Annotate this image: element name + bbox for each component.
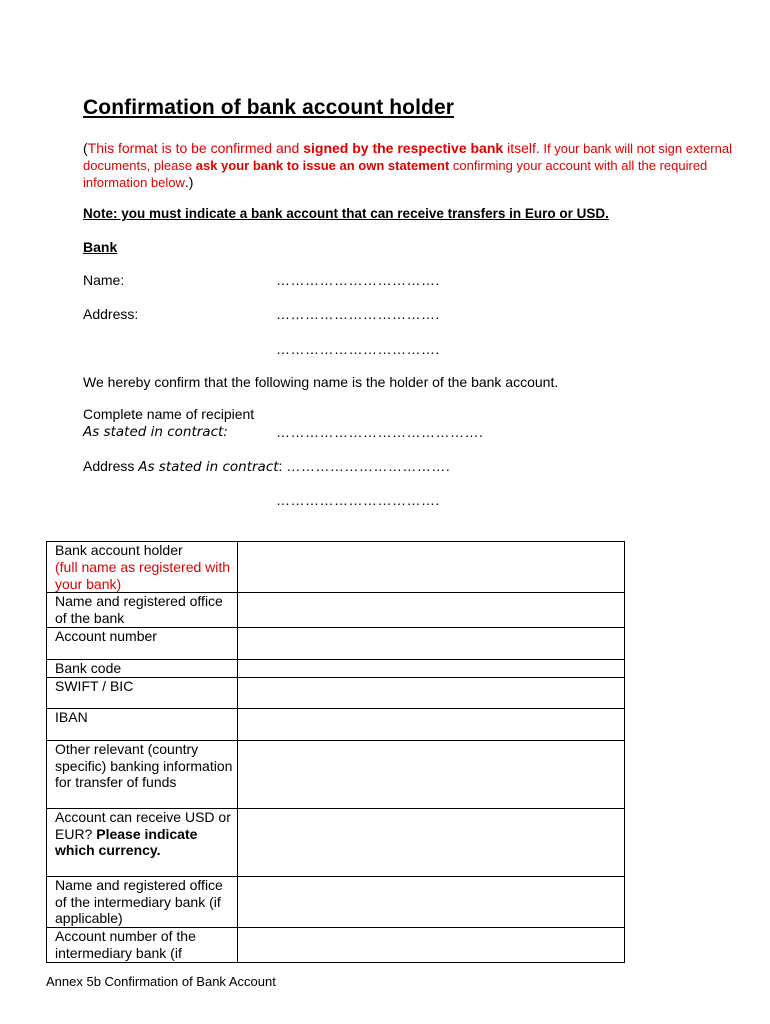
account-number-value[interactable] [238, 627, 625, 659]
account-holder-label: Bank account holder [55, 542, 183, 558]
row-label-other-info: Other relevant (country specific) banking information for transfer of funds [47, 740, 238, 808]
recipient-address-field-1[interactable]: ……………………………. [286, 458, 451, 474]
recipient-address-label [83, 458, 450, 476]
table-row [47, 740, 625, 808]
row-label-intermediary-bank: Name and registered office of the intermediary bank (if applicable) [47, 876, 238, 927]
bank-address-field-2[interactable]: ……………………………. [276, 341, 440, 357]
table-row [47, 808, 625, 876]
table-row [47, 659, 625, 677]
page-footer: Annex 5b Confirmation of Bank Account [46, 974, 276, 989]
intro-text-4: confirming your account with all the required information below [83, 158, 708, 190]
recipient-name-label: Complete name of recipient [83, 406, 255, 422]
recipient-name-field[interactable]: ……………………………………. [276, 424, 484, 440]
intro-text-bold-1: signed by the respective bank [303, 140, 504, 156]
other-info-value[interactable] [238, 740, 625, 808]
bank-name-value[interactable] [238, 593, 625, 628]
currency-value[interactable] [238, 808, 625, 876]
bank-code-value[interactable] [238, 659, 625, 677]
bank-details-table [46, 541, 625, 963]
table-row [47, 708, 625, 740]
row-label-account-number: Account number [47, 627, 238, 659]
intro-text-3: If your bank will not sign external documents, please [83, 141, 732, 173]
intro-paren-open: ( [83, 140, 88, 156]
page-title: Confirmation of bank account holder [83, 96, 455, 119]
table-row [47, 593, 625, 628]
row-label-currency [47, 808, 238, 876]
address-colon: : [278, 458, 287, 474]
intro-text-1: This format is to be confirmed and [87, 140, 304, 156]
bank-name-label: Name: [83, 272, 125, 288]
currency-question: Account can receive USD or EUR? [55, 808, 231, 842]
row-label-intermediary-account: Account number of the intermediary bank (if [47, 928, 238, 963]
row-label-bank-name: Name and registered office of the bank [47, 593, 238, 628]
row-label-iban: IBAN [47, 708, 238, 740]
bank-name-field[interactable]: ……………………………. [276, 272, 440, 288]
iban-value[interactable] [238, 708, 625, 740]
account-holder-value[interactable] [238, 542, 625, 593]
intro-instructions [83, 140, 733, 191]
address-label-text: Address [83, 458, 139, 474]
confirm-statement: We hereby confirm that the following name is the holder of the bank account. [83, 374, 559, 390]
intro-text-2: itself. [503, 140, 540, 156]
note-text: Note: you must indicate a bank account that can receive transfers in Euro or USD. [83, 206, 609, 221]
row-label-account-holder [47, 542, 238, 593]
table-row [47, 876, 625, 927]
bank-address-label: Address: [83, 306, 139, 322]
table-row [47, 677, 625, 708]
table-row [47, 928, 625, 963]
address-label-italic: As stated in contract [138, 459, 279, 475]
intro-paren-close: .) [184, 174, 194, 190]
intermediary-account-value[interactable] [238, 928, 625, 963]
table-row [47, 627, 625, 659]
intermediary-bank-value[interactable] [238, 876, 625, 927]
currency-instruction: Please indicate which currency. [55, 825, 198, 859]
intro-text-bold-2: ask your bank to issue an own statement [195, 158, 450, 173]
swift-value[interactable] [238, 677, 625, 708]
recipient-address-field-2[interactable]: ……………………………. [276, 492, 440, 508]
table-row [47, 542, 625, 593]
bank-heading: Bank [83, 239, 118, 255]
row-label-bank-code: Bank code [47, 659, 238, 677]
recipient-contract-label: As stated in contract: [83, 424, 228, 440]
bank-address-field-1[interactable]: ……………………………. [276, 306, 440, 322]
account-holder-hint: (full name as registered with your bank) [55, 558, 231, 592]
row-label-swift: SWIFT / BIC [47, 677, 238, 708]
